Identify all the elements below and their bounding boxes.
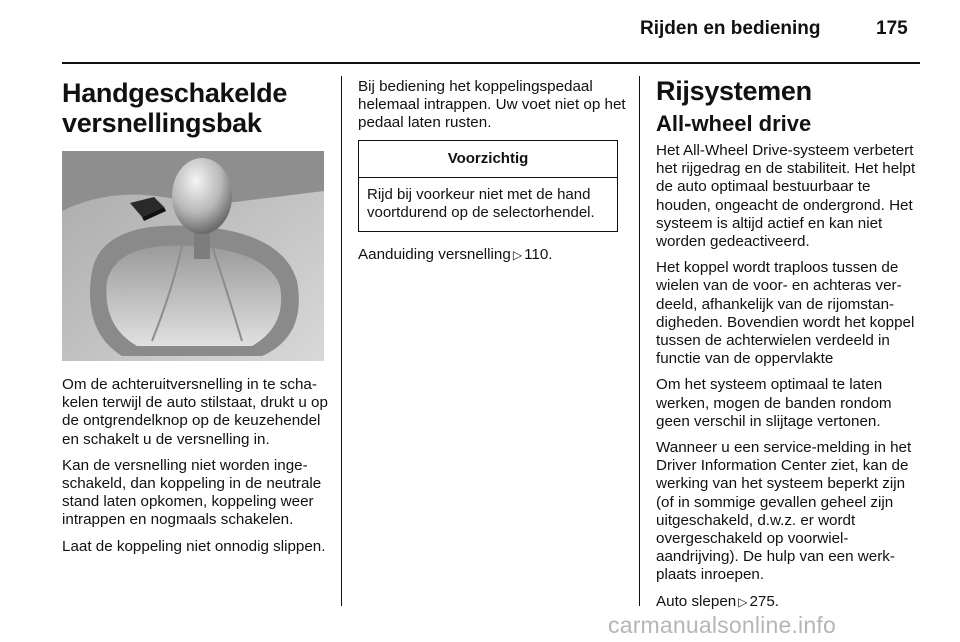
paragraph: Het koppel wordt traploos tussen de wielen van de voor- en achteras verdeeld, afhankelijk van de rijomstandigheden. Bovendien wordt het koppel tussen de achterwielen verdeeld in functie van de oppervlakte: [656, 259, 915, 368]
caution-text: Rijd bij voorkeur niet met de hand voortdurend op de selectorhendel.: [367, 185, 595, 221]
reference-page: 275.: [749, 592, 780, 610]
paragraph: Het All-Wheel Drive-systeem verbetert het rijgedrag en de stabiliteit. Het helpt de auto optimaal bestuurbaar te houden, ongeacht de ondergrond. Het systeem is altijd actief en kan niet worden gedeactiveerd.: [656, 142, 916, 251]
page-reference-icon: ▷: [512, 247, 523, 262]
caution-title: Voorzichtig: [359, 141, 617, 178]
header-divider: [62, 62, 920, 64]
reference-page: 110.: [524, 245, 553, 263]
paragraph: Kan de versnelling niet worden ingeschakeld, dan koppeling in de neutrale stand laten opkomen, koppeling weer intrappen en nogmaals schakelen.: [62, 456, 322, 529]
subheading-all-wheel-drive: All-wheel drive: [656, 111, 812, 136]
cross-reference: [656, 593, 922, 611]
gear-shift-knob-icon: [62, 151, 324, 361]
paragraph: Om de achteruitversnelling in te schakelen terwijl de auto stilstaat, drukt u op de ontgrendelknop op de keuzehendel en schakelt u de versnelling in.: [62, 376, 328, 448]
paragraph: Om het systeem optimaal te laten werken, mogen de banden rondom geen verschil in slijtage vertonen.: [656, 376, 892, 430]
reference-label: Auto slepen: [656, 592, 737, 610]
caution-box: [358, 140, 618, 232]
column-driving-systems: [656, 76, 922, 619]
section-heading-manual-gearbox: Handgeschakelde versnellingsbak: [62, 78, 288, 138]
column-manual-gearbox: [62, 78, 330, 138]
header-title: Rijden en bediening: [640, 18, 821, 39]
paragraph: Laat de koppeling niet onnodig slippen.: [62, 537, 326, 555]
section-heading-driving-systems: Rijsystemen: [656, 76, 812, 106]
column-manual-gearbox-text: [62, 376, 330, 564]
gear-shift-knob-photo: [62, 151, 324, 361]
cross-reference: [358, 246, 626, 264]
column-clutch: [358, 78, 626, 272]
column-divider-1: [341, 76, 342, 606]
page-number: 175: [876, 18, 908, 39]
page-reference-icon: ▷: [738, 594, 748, 609]
paragraph: Bij bediening het koppelingspedaal helemaal intrappen. Uw voet niet op het pedaal laten rusten.: [358, 78, 626, 132]
paragraph: Wanneer u een service-melding in het Driver Information Center ziet, kan de werking van het systeem beperkt zijn (of in sommige gevallen geheel zijn uitgeschakeld, d.w.z. er wordt overgeschakeld op voorwielaandrijving). De hulp van een werkplaats inroepen.: [656, 439, 912, 584]
reference-label: Aanduiding versnelling: [358, 245, 511, 263]
watermark: carmanualsonline.info: [608, 612, 836, 638]
column-divider-2: [639, 76, 640, 606]
